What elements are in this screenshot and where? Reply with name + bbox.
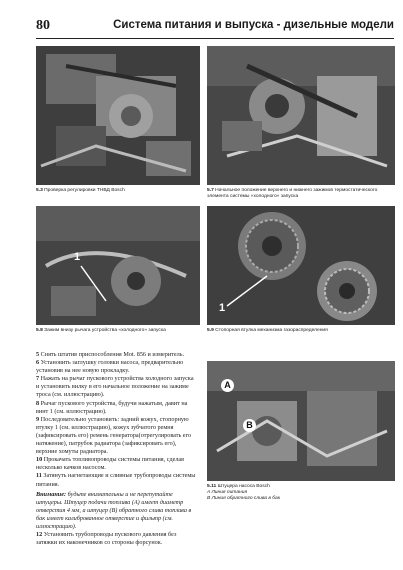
caption-text: Зажим внизу рычага устройства «холодного» запуска: [44, 328, 166, 333]
caption-fig-5-9: [207, 328, 395, 334]
step-5: 5 Снять штатив приспособления Mot. 856 и измеритель.: [36, 351, 185, 358]
caption-label: 5.11: [207, 484, 217, 489]
page-title: Система питания и выпуска - дизельные модели: [113, 19, 394, 31]
marker-b: B: [243, 419, 256, 432]
caption-label: 5.7: [207, 188, 214, 193]
page-header: [36, 18, 394, 36]
step-9: 9 Последовательно установить: задний кожух, стопорную втулку 1 (см. иллюстрацию), кожух зубчатого ремня (зафиксировать его) ремень генератора(отрегулировать его натяжение), патрубок радиатора (зафиксировать его), верхние хомуты радиатора.: [36, 415, 192, 456]
caption-text: Проверка регулировки ТНВД Bosch: [44, 188, 125, 193]
step-12: 12 Установить трубопроводы пускового давления без затяжки их наконечников со стороны форсунок.: [36, 531, 177, 547]
caption-fig-5-7: [207, 188, 395, 200]
photo-fig-5-8: [36, 206, 200, 325]
step-7: 7 Нажать на рычаг пускового устройства холодного запуска и установить вилку в его начальное положение на зажиме троса (см. иллюстрацию).: [36, 375, 194, 399]
caption-fig-5-11: [207, 484, 395, 501]
photo-fig-5-7: [207, 46, 395, 185]
page-number: 80: [36, 18, 50, 33]
caption-label: 5.3: [36, 188, 43, 193]
caption-label: 5.9: [207, 328, 214, 333]
header-rule: [36, 38, 394, 39]
legend-b: B Линия обратного слива в бак: [207, 495, 281, 501]
marker-1: 1: [74, 251, 81, 263]
body-text: [36, 351, 197, 547]
step-8: 8 Рычаг пускового устройства, будучи нажатым, давит на винт 1 (см. иллюстрацию).: [36, 399, 188, 415]
step-10: 10 Прокачать топливопроводы системы питания, сделав несколько качков насосом.: [36, 456, 185, 472]
caption-text: Стопорная втулка механизма газораспределения: [215, 328, 328, 333]
caption-text: Начальное положение верхнего и нижнего зажимов термостатического элемента системы «холодного» запуска: [207, 188, 378, 199]
marker-a: A: [221, 379, 234, 392]
step-11: 11 Затянуть нагнетающие и сливные трубопроводы системы питания.: [36, 472, 196, 488]
warning-note: Внимание: будьте внимательны и не перепутайте штуцеры. Штуцер подачи топлива (A) имеет диаметр отверстия 4 мм, а штуцер (B) обратного слива топлива в бак имеет калиброванное отверстие и фильтр (см. иллюстрацию).: [36, 490, 192, 530]
legend-a: A Линия питания: [207, 490, 248, 495]
step-6: 6 Установить заглушку головки насоса, предварительно установив на нее новую прокладку.: [36, 359, 184, 375]
photo-fig-5-11: [207, 361, 395, 481]
caption-fig-5-3: [36, 188, 200, 194]
caption-label: 5.8: [36, 328, 43, 333]
photo-fig-5-9: [207, 206, 395, 325]
caption-text: Штуцера насоса Bosch: [217, 484, 270, 489]
marker-1: 1: [219, 302, 226, 314]
photo-fig-5-3: [36, 46, 200, 185]
caption-fig-5-8: [36, 328, 200, 334]
